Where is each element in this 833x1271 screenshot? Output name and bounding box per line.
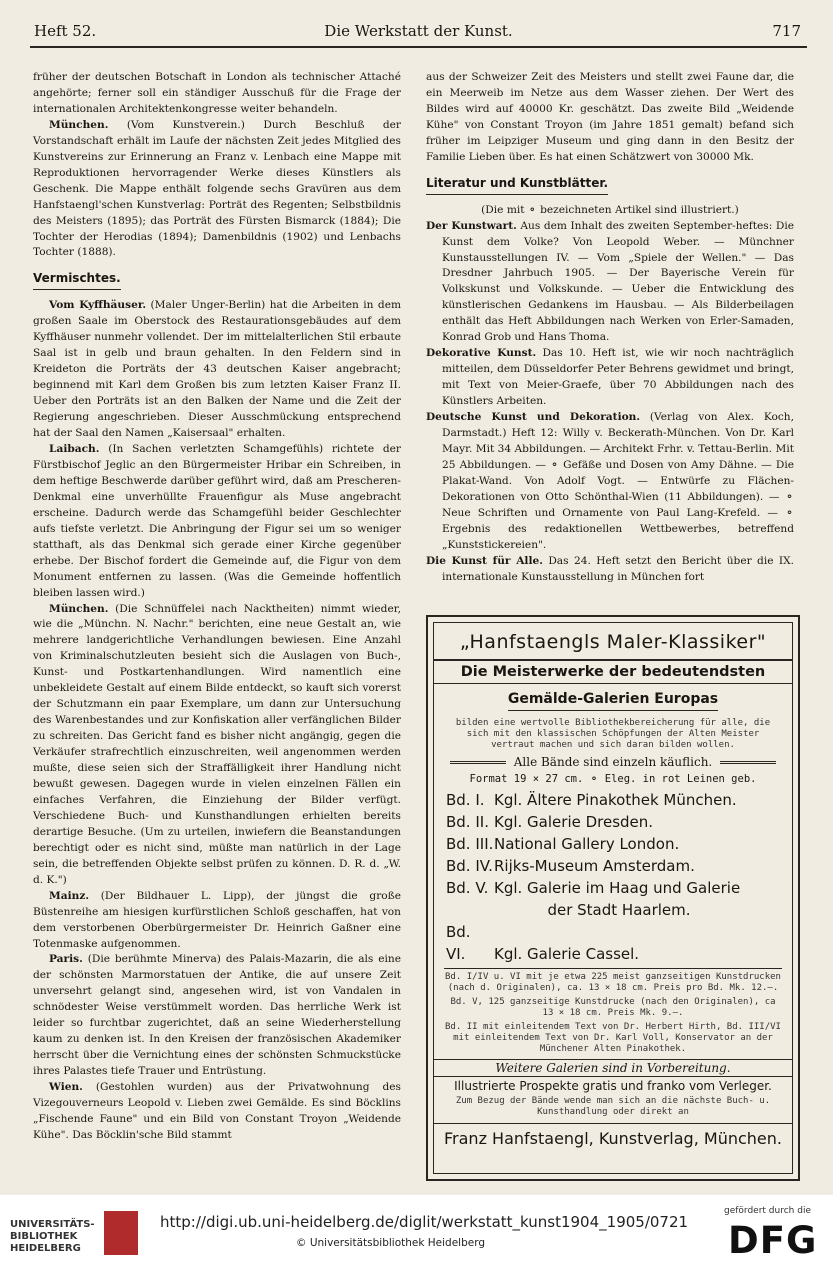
advertisement-inner-frame: [433, 622, 793, 1174]
literature-entry: Deutsche Kunst und Dekoration. (Verlag von Alex. Koch, Darmstadt.) Heft 12: Willy v. Beckerath-München. Von Dr. Karl Mayr. Mit 34 Abbildungen. — Architekt Frhr. v. Tettau-Berlin. Mit 25 Abbildungen. — ⚬ Gefäße und Dosen von Amy Dähne. — Die Plakat-Wand. Von Adolf Vogt. — Entwürfe zu Flächen-Dekorationen von Otto Schönthal-Wien (11 Abbildungen). — ⚬ Neue Schriften und Ornamente von Paul Lang-Krefeld. — ⚬ Ergebnis des redaktionellen Wettbewerbes, betreffend „Kunststickereien".: [426, 411, 794, 551]
literature-entry: Dekorative Kunst. Das 10. Heft ist, wie wir noch nachträglich mitteilen, dem Düsseldorfer Peter Behrens gewidmet und bringt, mit Text von Meier-Graefe, über 70 Abbildungen nach des Künstlers Arbeiten.: [426, 347, 794, 408]
volume-item: der Stadt Haarlem.: [547, 901, 691, 919]
ad-description: bilden eine wertvolle Bibliothekbereicherung für alle, die sich mit den klassischen Schöpfungen der Alten Meister vertraut machen und sich daran bilden wollen.: [455, 718, 771, 750]
ad-prospects: Illustrierte Prospekte gratis und franko vom Verleger.: [454, 1079, 772, 1093]
volume-list: [434, 789, 792, 965]
left-column: [33, 70, 401, 1144]
ad-order-note: Zum Bezug der Bände wende man sich an die nächste Buch- u. Kunsthandlung oder direkt an: [455, 1096, 771, 1117]
paragraph: München. (Die Schnüffelei nach Nacktheiten) nimmt wieder, wie die „Münchn. N. Nachr." berichten, eine neue Gestalt an, wie mehrere landgerichtliche Verhandlungen bewiesen. Eine Anzahl von Kriminalschutzleuten besieht sich die Auslagen von Buch-, Kunst- und Postkartenhandlungen. Wird namentlich eine unbekleidete Gestalt auf einem Bilde entdeckt, so kauft sich vorerst der Schutzmann ein paar Exemplare, um dann zur Untersuchung des Warenbestandes und zur Konfiskation aller verfänglichen Bilder zu schreiten. Das Gericht fand es bisher nicht angängig, gegen die Verkäufer strafrechtlich einzuschreiten, weil angenommen werden mußte, diese seien sich der Straffälligkeit ihrer Handlung nicht bewußt gewesen. Dagegen wurde in vielen einzelnen Fällen ein einfaches Verfahren, die Einziehung der Bilder verfügt. Verschiedene Buch- und Kunsthandlungen erhielten bereits derartige Besuche. (Um zu urteilen, inwiefern die Beanstandungen berechtigt oder es nicht sind, müßte man natürlich in der Lage sein, die betreffenden Objekte selbst prüfen zu können. D. R. d. „W. d. K."): [33, 602, 402, 886]
library-name: UNIVERSITÄTS- BIBLIOTHEK HEIDELBERG: [10, 1219, 95, 1254]
page-number: 717: [772, 22, 801, 40]
ad-title: „Hanfstaengls Maler-Klassiker": [459, 631, 767, 653]
ad-price-note: Bd. I/IV u. VI mit je etwa 225 meist ganzseitigen Kunstdrucken (nach d. Originalen), ca. 13 × 18 cm. Preis pro Bd. Mk. 12.—.: [444, 968, 782, 994]
literature-entry: Der Kunstwart. Aus dem Inhalt des zweiten September-heftes: Die Kunst dem Volke? Von Leopold Weber. — Münchner Kunstausstellungen IV. — Vom „Spiele der Wellen." — Das Dresdner Jahrbuch 1905. — Der Bayerische Verein für Volkskunst und Volkskunde. — Ueber die Entwicklung des künstlerischen Gedankens im Hausbau. — Als Bilderbeilagen enthält das Heft Abbildungen nach Werken von Erler-Samaden, Konrad Grob und Hans Thoma.: [426, 219, 794, 344]
dfg-caption: gefördert durch die: [724, 1206, 811, 1216]
page-header: [30, 16, 807, 48]
issue-number: Heft 52.: [34, 22, 97, 40]
right-column: [426, 70, 794, 586]
ad-editor-note: Bd. II mit einleitendem Text von Dr. Herbert Hirth, Bd. III/VI mit einleitendem Text von Dr. Karl Voll, Konservator an der Münchener Alten Pinakothek.: [445, 1022, 781, 1054]
library-logo-icon: [104, 1211, 138, 1255]
place-lead: München.: [49, 118, 109, 131]
ad-availability: Alle Bände sind einzeln käuflich.: [434, 755, 792, 769]
ad-publisher: Franz Hanfstaengl, Kunstverlag, München.: [434, 1123, 792, 1148]
ad-subtitle-2: Gemälde-Galerien Europas: [508, 688, 718, 711]
copyright: © Universitätsbibliothek Heidelberg: [296, 1237, 486, 1249]
paragraph: Laibach. (In Sachen verletzten Schamgefühls) richtete der Fürstbischof Jeglic an den Bürgermeister Hribar ein Schreiben, in dem heftige Beschwerde darüber geführt wird, daß am Prescheren-Denkmal eine unverhüllte Frauenfigur als Muse angebracht erscheine. Dadurch werde das Schamgefühl beider Geschlechter aufs tiefste verletzt. Die Anbringung der Figur sei um so weniger statthaft, als das Denkmal sich gerade einer Kirche gegenüber erhebe. Der Bischof fordert die Gemeinde auf, die Figur von dem Monument entfernen zu lassen. (Was die Gemeinde hoffentlich bleiben lassen wird.): [33, 442, 401, 599]
paragraph: Paris. (Die berühmte Minerva) des Palais-Mazarin, die als eine der schönsten Marmorstatuen der Antike, die auf unsere Zeit unversehrt gelangt sind, angesehen wird, ist von Vandalen in schnödester Weise verstümmelt worden. Das herrliche Werk ist leider so furchtbar zugerichtet, daß an seine Wiederherstellung kaum zu denken ist. In den Kreisen der französischen Akademiker herrscht über die Vernichtung eines der schönsten Schmuckstücke ihres Palastes tiefe Trauer und Entrüstung.: [33, 953, 401, 1078]
paragraph: Mainz. (Der Bildhauer L. Lipp), der jüngst die große Büstenreihe am hiesigen kurfürstlichen Schloß geschaffen, hat von dem verstorbenen Oberbürgermeister Dr. Heinrich Gaßner eine Totenmaske aufgenommen.: [33, 889, 401, 950]
ad-more-galleries: Weitere Galerien sind in Vorbereitung.: [434, 1059, 792, 1077]
volume-item: Bd. III.National Gallery London.: [446, 835, 680, 853]
section-heading: Literatur und Kunstblätter.: [426, 176, 608, 195]
ad-format: Format 19 × 27 cm. ⚬ Eleg. in rot Leinen geb.: [469, 773, 757, 785]
journal-title: Die Werkstatt der Kunst.: [324, 22, 513, 40]
volume-item: Bd. VI. Kgl. Galerie Cassel.: [446, 923, 640, 963]
volume-item: Bd. V. Kgl. Galerie im Haag und Galerie: [446, 879, 741, 897]
section-heading: Vermischtes.: [33, 271, 121, 290]
ad-price-note: Bd. V, 125 ganzseitige Kunstdrucke (nach den Originalen), ca 13 × 18 cm. Preis Mk. 9.—.: [450, 997, 776, 1018]
paragraph: Vom Kyffhäuser. (Maler Unger-Berlin) hat die Arbeiten in dem großen Saale im Oberstock des Restaurationsgebäudes auf dem Kyffhäuser nunmehr vollendet. Der im mittelalterlichen Stil erbaute Saal ist in gelb und braun gehalten. In den Feldern sind in Kreideton die Porträts der 43 deutschen Kaiser angebracht; beginnend mit Karl dem Großen bis zum letzten Kaiser Franz II. Ueber den Porträts ist an den Balken der Name und die Zeit der Regierung angeschrieben. Dieser Ausschmückung entsprechend hat der Saal den Namen „Kaisersaal" erhalten.: [33, 299, 402, 440]
paragraph: aus der Schweizer Zeit des Meisters und stellt zwei Faune dar, die ein Meerweib im Netze aus dem Wasser ziehen. Der Wert des Bildes wird auf 40000 Kr. geschätzt. Das zweite Bild „Weidende Kühe" von Constant Troyon (im Jahre 1851 gemalt) befand sich früher im Leipziger Museum und ging dann in den Besitz der Familie Lieben über. Es hat einen Schätzwert von 30000 Mk.: [426, 71, 794, 163]
ad-subtitle: Die Meisterwerke der bedeutendsten: [434, 659, 792, 684]
volume-item: Bd. II. Kgl. Galerie Dresden.: [446, 813, 654, 831]
paragraph: früher der deutschen Botschaft in London als technischer Attaché angehörte; ferner soll ein ständiger Ausschuß für die Frage der internationalen Architektenkongresse weiter behandeln.: [33, 71, 401, 115]
volume-item: Bd. I. Kgl. Ältere Pinakothek München.: [446, 791, 737, 809]
paragraph: München. (Vom Kunstverein.) Durch Beschluß der Vorstandschaft erhält im Laufe der nächsten Zeit jedes Mitglied des Kunstvereins zur Erinnerung an Franz v. Lenbach eine Mappe mit Reproduktionen hervorragender Werke dieses Künstlers als Geschenk. Die Mappe enthält folgende sechs Gravüren aus dem Hanfstaengl'schen Kunstverlag: Porträt des Regenten; Selbstbildnis des Meisters (1895); das Porträt des Fürsten Bismarck (1884); Die Tochter der Herodias (1894); Damenbildnis (1902) und Lenbachs Tochter (1888).: [33, 118, 401, 259]
dfg-logo: DFG: [728, 1219, 818, 1262]
literature-entry: Die Kunst für Alle. Das 24. Heft setzt den Bericht über die IX. internationale Kunstausstellung in München fort: [426, 554, 794, 583]
paragraph: Wien. (Gestohlen wurden) aus der Privatwohnung des Vizegouverneurs Leopold v. Lieben zwei Gemälde. Es sind Böcklins „Fischende Faune" und ein Bild von Constant Troyon „Weidende Kühe". Das Böcklin'sche Bild stammt: [33, 1081, 401, 1141]
volume-item: Bd. IV.Rijks-Museum Amsterdam.: [446, 857, 695, 875]
illustration-note: (Die mit ⚬ bezeichneten Artikel sind illustriert.): [481, 203, 739, 216]
advertisement: [426, 615, 800, 1181]
footer-bar: [0, 1195, 833, 1271]
source-url-link[interactable]: http://digi.ub.uni-heidelberg.de/diglit/werkstatt_kunst1904_1905/0721: [160, 1213, 689, 1231]
